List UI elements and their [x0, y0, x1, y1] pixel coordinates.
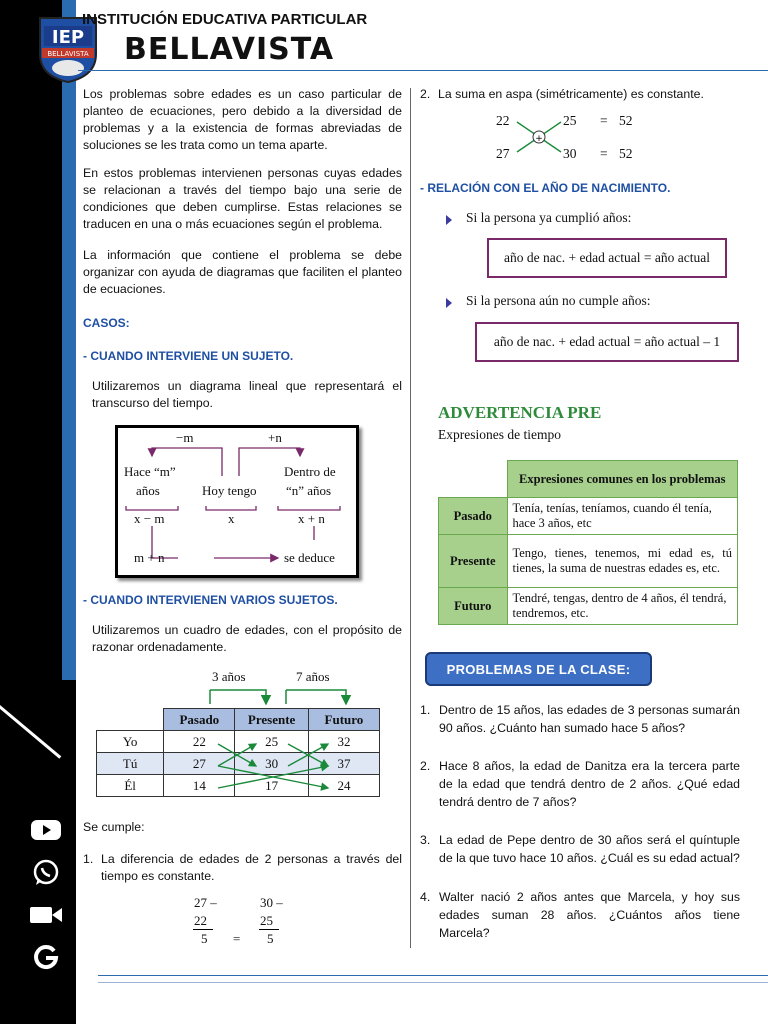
- time-diagram: [115, 425, 359, 578]
- aspa-eq1: =: [600, 113, 608, 128]
- cross-arrows: [96, 730, 380, 800]
- seven-years-label: 7 años: [296, 669, 330, 684]
- google-icon[interactable]: [28, 942, 64, 972]
- table-row: [439, 498, 738, 535]
- dentro-label-2: “n” años: [286, 483, 332, 498]
- school-line: INSTITUCIÓN EDUCATIVA PARTICULAR: [82, 11, 368, 28]
- cell: 17: [235, 775, 308, 797]
- intro-paragraph-1: Los problemas sobre edades es un caso particular de planteo de ecuaciones, pero debido a la diversidad de problemas y a la existencia de formas abreviadas de soluciones se les trata como un tema aparte.: [83, 87, 402, 152]
- table-row: [439, 535, 738, 588]
- calc-b-top: 30 –: [260, 895, 283, 910]
- problem-text: La edad de Pepe dentro de 30 años será el quíntuple de la que tuvo hace 10 años. ¿Cuál es su edad actual?: [439, 833, 740, 865]
- intro-paragraph-2: En estos problemas intervienen personas cuyas edades se relacionan a través del tiempo bajo una serie de condiciones que deben cumplirse. Estas relaciones se traducen en una o más ecuaciones según el problema.: [83, 166, 402, 231]
- cell: 37: [308, 753, 379, 775]
- dentro-label-1: Dentro de: [284, 464, 336, 479]
- casos-heading: CASOS:: [83, 316, 130, 330]
- cell: 22: [164, 731, 235, 753]
- birth-case1: Si la persona ya cumplió años:: [466, 210, 632, 225]
- problem-number: 3.: [420, 833, 431, 847]
- aspa-d: 30: [563, 146, 577, 161]
- aspa-b: 25: [563, 113, 577, 128]
- case2-heading: - CUANDO INTERVIENEN VARIOS SUJETOS.: [83, 593, 338, 607]
- aspa-eq2: =: [600, 146, 608, 161]
- calc-a-line: [193, 929, 213, 930]
- problem-text: Dentro de 15 años, las edades de 3 personas sumarán 90 años. ¿Cuánto han sumado hace 5 años?: [439, 703, 740, 735]
- problem-number: 2.: [420, 759, 431, 773]
- problem-text: Hace 8 años, la edad de Danitza era la tercera parte de la edad que tendrá dentro de 2 años. ¿Qué edad tendrá dentro de 7 años?: [439, 759, 740, 809]
- logo-sub: BELLAVISTA: [47, 50, 89, 58]
- m-plus-n: m + n: [134, 550, 165, 565]
- advertencia-title: ADVERTENCIA PRE: [438, 403, 602, 422]
- minus-m-label: −m: [176, 430, 194, 445]
- rule2-number: 2.: [420, 87, 431, 101]
- table-row: [439, 588, 738, 625]
- calc-b-line: [259, 929, 279, 930]
- hace-label-1: Hace “m”: [124, 464, 176, 479]
- calc-b-mid: 25: [260, 913, 273, 928]
- cell: 32: [308, 731, 379, 753]
- video-icon[interactable]: [28, 900, 64, 930]
- sidebar-stripe: [62, 0, 76, 680]
- problemas-clase-button[interactable]: PROBLEMAS DE LA CLASE:: [425, 652, 652, 686]
- se-deduce: se deduce: [284, 550, 335, 565]
- rule2-text: La suma en aspa (simétricamente) es constante.: [438, 87, 704, 101]
- row-text: Tengo, tienes, tenemos, mi edad es, tú tienes, la suma de nuestras edades es, etc.: [507, 535, 738, 588]
- calc-a-mid: 22: [194, 913, 207, 928]
- x-value: x: [228, 511, 235, 526]
- youtube-icon[interactable]: [28, 815, 64, 845]
- expressions-header: Expresiones comunes en los problemas: [507, 461, 738, 498]
- bullet-icon: [446, 215, 452, 225]
- problem-number: 4.: [420, 890, 431, 904]
- whatsapp-icon[interactable]: [28, 858, 64, 888]
- bullet-icon: [446, 298, 452, 308]
- birth-case2: Si la persona aún no cumple años:: [466, 293, 651, 308]
- aspa-a: 22: [496, 113, 510, 128]
- row-name: Él: [97, 775, 164, 797]
- school-name: BELLAVISTA: [124, 32, 335, 67]
- logo-text: IEP: [51, 27, 85, 48]
- calc-b-bot: 5: [267, 931, 274, 946]
- aspa-r1: 52: [619, 113, 633, 128]
- case1-heading: - CUANDO INTERVIENE UN SUJETO.: [83, 349, 294, 363]
- x-plus-n: x + n: [298, 511, 325, 526]
- three-years-label: 3 años: [212, 669, 246, 684]
- birth-formula-2: año de nac. + edad actual = año actual – 1: [475, 322, 739, 362]
- col-pasado: Pasado: [164, 709, 235, 731]
- x-minus-m: x − m: [134, 511, 165, 526]
- row-name: Tú: [97, 753, 164, 775]
- row-text: Tendré, tengas, dentro de 4 años, él tendrá, tendremos, etc.: [507, 588, 738, 625]
- cell: 30: [235, 753, 308, 775]
- svg-text:+: +: [535, 134, 543, 144]
- cell: 27: [164, 753, 235, 775]
- row-label: Pasado: [439, 498, 508, 535]
- problem-number: 1.: [420, 703, 431, 717]
- se-cumple: Se cumple:: [83, 820, 145, 834]
- column-divider: [410, 88, 411, 948]
- calc-a-top: 27 –: [194, 895, 217, 910]
- header-divider: [78, 70, 768, 71]
- col-futuro: Futuro: [308, 709, 379, 731]
- case1-text: Utilizaremos un diagrama lineal que representará el transcurso del tiempo.: [92, 379, 402, 410]
- rule1-text: La diferencia de edades de 2 personas a través del tiempo es constante.: [101, 852, 402, 883]
- row-label: Futuro: [439, 588, 508, 625]
- cell: 14: [164, 775, 235, 797]
- footer-line-2: [98, 982, 768, 983]
- problem-text: Walter nació 2 años antes que Marcela, y hoy sus edades suman 28 años. ¿Cuántos años tiene Marcela?: [439, 890, 740, 940]
- aspa-r2: 52: [619, 146, 633, 161]
- row-name: Yo: [97, 731, 164, 753]
- intro-paragraph-3: La información que contiene el problema se debe organizar con ayuda de diagramas que faciliten el planteo de ecuaciones.: [83, 248, 402, 296]
- rule1-number: 1.: [83, 852, 94, 866]
- advertencia-subtitle: Expresiones de tiempo: [438, 427, 561, 442]
- hace-label-2: años: [136, 483, 160, 498]
- plus-n-label: +n: [268, 430, 282, 445]
- birth-heading: - RELACIÓN CON EL AÑO DE NACIMIENTO.: [420, 181, 671, 195]
- hoy-label: Hoy tengo: [202, 483, 257, 498]
- calc-a-bot: 5: [201, 931, 208, 946]
- row-text: Tenía, tenías, teníamos, cuando él tenía, hace 3 años, etc: [507, 498, 738, 535]
- col-presente: Presente: [235, 709, 308, 731]
- footer-line: [98, 975, 768, 976]
- aspa-c: 27: [496, 146, 510, 161]
- cell: 24: [308, 775, 379, 797]
- cell: 25: [235, 731, 308, 753]
- row-label: Presente: [439, 535, 508, 588]
- birth-formula-1: año de nac. + edad actual = año actual: [487, 238, 727, 278]
- expressions-table: [438, 460, 738, 625]
- calc-eq: =: [233, 931, 241, 946]
- case2-text: Utilizaremos un cuadro de edades, con el propósito de razonar ordenadamente.: [92, 623, 402, 654]
- aspa-cross: [515, 118, 563, 156]
